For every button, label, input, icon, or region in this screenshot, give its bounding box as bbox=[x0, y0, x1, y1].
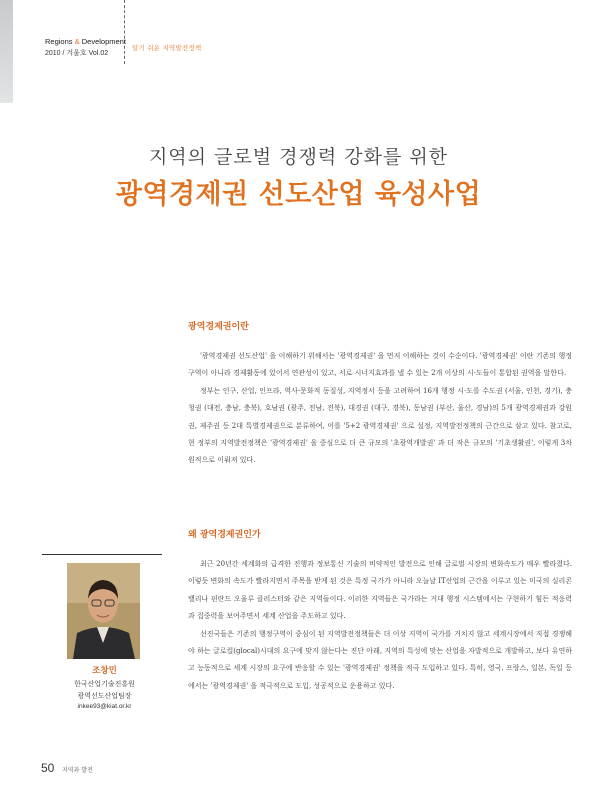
section-body bbox=[188, 348, 572, 470]
paragraph: 정부는 인구, 산업, 인프라, 역사·문화적 동질성, 지역정서 등을 고려하여 16개 행정 시·도를 수도권 (서울, 인천, 경기), 충청권 (대전, 충남, 충북), 호남권 (광주, 전남, 전북), 대경권 (대구, 경북), 동남권 (부산, 울산, 경남)의 5개 광역경제권과 강원권, 제주권 등 2대 특별경제권으로 분류하여, 이를 '5+2 광역경제권' 으로 설정, 지역발전정책의 근간으로 삼고 있다. 참고로, 현 정부의 지역발전정책은 '광역경제권' 을 중심으로 더 큰 규모의 '초광역개발권' 과 더 작은 규모의 '기초생활권', 이렇게 3차원적으로 이뤄져 있다. bbox=[188, 386, 572, 465]
author-team: 광역선도산업팀장 bbox=[77, 692, 132, 700]
article-subtitle: 지역의 글로벌 경쟁력 강화를 위한 bbox=[148, 146, 449, 168]
article-title: 광역경제권 선도산업 육성사업 bbox=[115, 179, 482, 210]
section-tag: 알기 쉬운 지역발전정책 bbox=[132, 44, 202, 52]
section-body bbox=[188, 556, 572, 695]
magazine-header bbox=[45, 36, 126, 60]
author-email: inkee93@kiat.or.kr bbox=[77, 703, 132, 710]
paragraph: '광역경제권 선도산업' 을 이해하기 위해서는 '광역경제권' 을 먼저 이해하는 것이 수순이다. '광역경제권' 이란 기존의 행정구역이 아니라 경제활동에 있어서 연관성이 있고, 서로 시너지효과를 낼 수 있는 2개 이상의 시·도들이 통합된 권역을 말한다. bbox=[188, 352, 572, 378]
side-color-tab bbox=[0, 0, 13, 103]
author-photo bbox=[67, 563, 140, 659]
portrait-image bbox=[67, 563, 140, 659]
section-heading: 광역경제권이란 bbox=[188, 322, 249, 332]
magazine-name: Regions & Development bbox=[45, 37, 126, 46]
author-name: 조창민 bbox=[92, 666, 117, 676]
paragraph: 최근 20년간 세계화의 급격한 진행과 정보통신 기술의 비약적인 발전으로 인해 글로벌 시장의 변화속도가 매우 빨라졌다. 이렇듯 변화의 속도가 빨라지면서 주목을 받게 된 것은 특정 국가가 아니라 오늘날 IT산업의 근간을 이루고 있는 미국의 실리콘 밸리나 핀란드 오울루 클러스터와 같은 지역들이다. 이러한 지역들은 국가라는 거대 행정 시스템에서는 구현하기 힘든 적응력과 집중력을 보여주면서 세계 산업을 주도하고 있다. bbox=[188, 560, 572, 621]
page-number: 50 bbox=[41, 761, 55, 775]
author-divider bbox=[42, 554, 162, 555]
author-organization: 한국산업기술진흥원 bbox=[74, 680, 135, 688]
footer-section: 지역과 발전 bbox=[62, 767, 93, 774]
issue-info: 2010 / 겨울호 Vol.02 bbox=[45, 50, 109, 57]
section-heading: 왜 광역경제권인가 bbox=[188, 530, 261, 540]
paragraph: 선진국들은 기존의 행정구역이 중심이 된 지역발전정책들은 더 이상 지역이 국가를 거치지 않고 세계시장에서 직접 경쟁해야 하는 글로컬(glocal)시대의 요구에 맞지 않는다는 진단 아래, 지역의 특성에 맞는 산업을 자발적으로 개발하고, 보다 유연하고 능동적으로 세계 시장의 요구에 반응할 수 있는 '광역경제권' 정책을 적극 도입하고 있다. 특히, 영국, 프랑스, 일본, 독일 등에서는 '광역경제권' 을 적극적으로 도입, 성공적으로 운용하고 있다. bbox=[188, 629, 572, 690]
